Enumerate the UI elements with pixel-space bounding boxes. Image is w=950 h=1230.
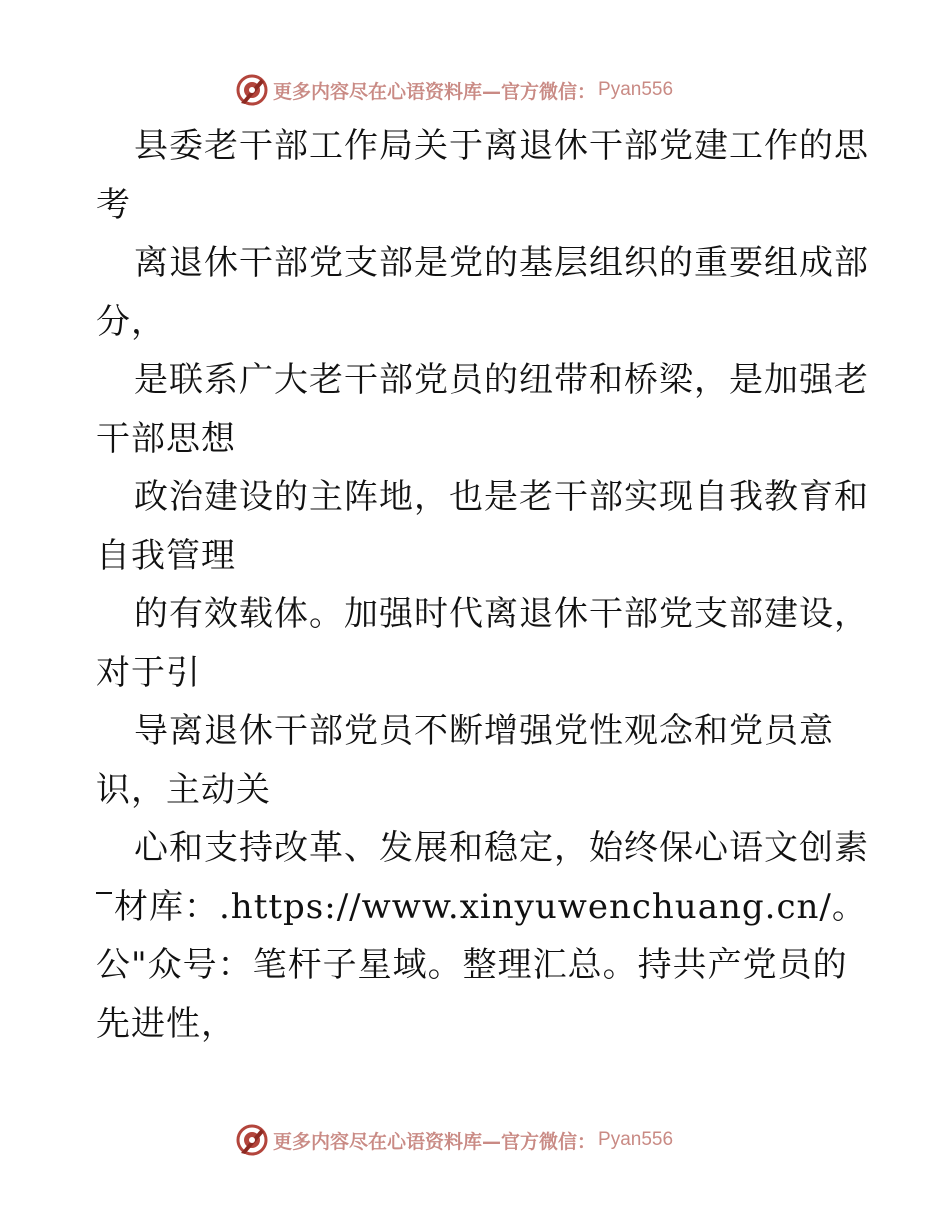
text-line: 公"众号：笔杆子星域。整理汇总。持共产党员的: [96, 945, 848, 985]
text-line: 县委老干部工作局关于离退休干部党建工作的思: [134, 126, 869, 166]
text-line: 干部思想: [96, 418, 236, 459]
document-body: [96, 117, 876, 1053]
text-line: 政治建设的主阵地，也是老干部实现自我教育和: [134, 477, 869, 517]
text-line: 自我管理: [96, 535, 236, 576]
text-line: 考: [96, 184, 131, 225]
header-banner: [235, 70, 715, 110]
text-line: 的有效载体。加强时代离退休干部党支部建设，: [134, 594, 869, 634]
text-line: 离退休干部党支部是党的基层组织的重要组成部: [134, 243, 869, 283]
text-line: 材库：.https://www.xinyuwenchuang.cn/。: [96, 878, 876, 937]
header-banner-wechat-id: Pyan556: [598, 79, 674, 100]
text-line: 对于引: [96, 652, 201, 693]
text-line: 是联系广大老干部党员的纽带和桥梁，是加强老: [134, 360, 869, 400]
footer-banner: [235, 1120, 715, 1160]
text-line: 识，主动关: [96, 769, 271, 810]
footer-banner-text: 更多内容尽在心语资料库—官方微信：: [273, 1130, 597, 1153]
text-line: 分，: [96, 301, 166, 342]
text-line: 导离退休干部党员不断增强党性观念和党员意: [134, 711, 834, 751]
footer-banner-wechat-id: Pyan556: [598, 1129, 674, 1150]
text-line: 心和支持改革、发展和稳定，始终保心语文创素: [134, 828, 869, 868]
quill-logo-icon: [235, 1123, 269, 1157]
quill-logo-icon: [235, 73, 269, 107]
text-line: 先进性，: [96, 1003, 236, 1044]
header-banner-text: 更多内容尽在心语资料库—官方微信：: [273, 80, 597, 103]
